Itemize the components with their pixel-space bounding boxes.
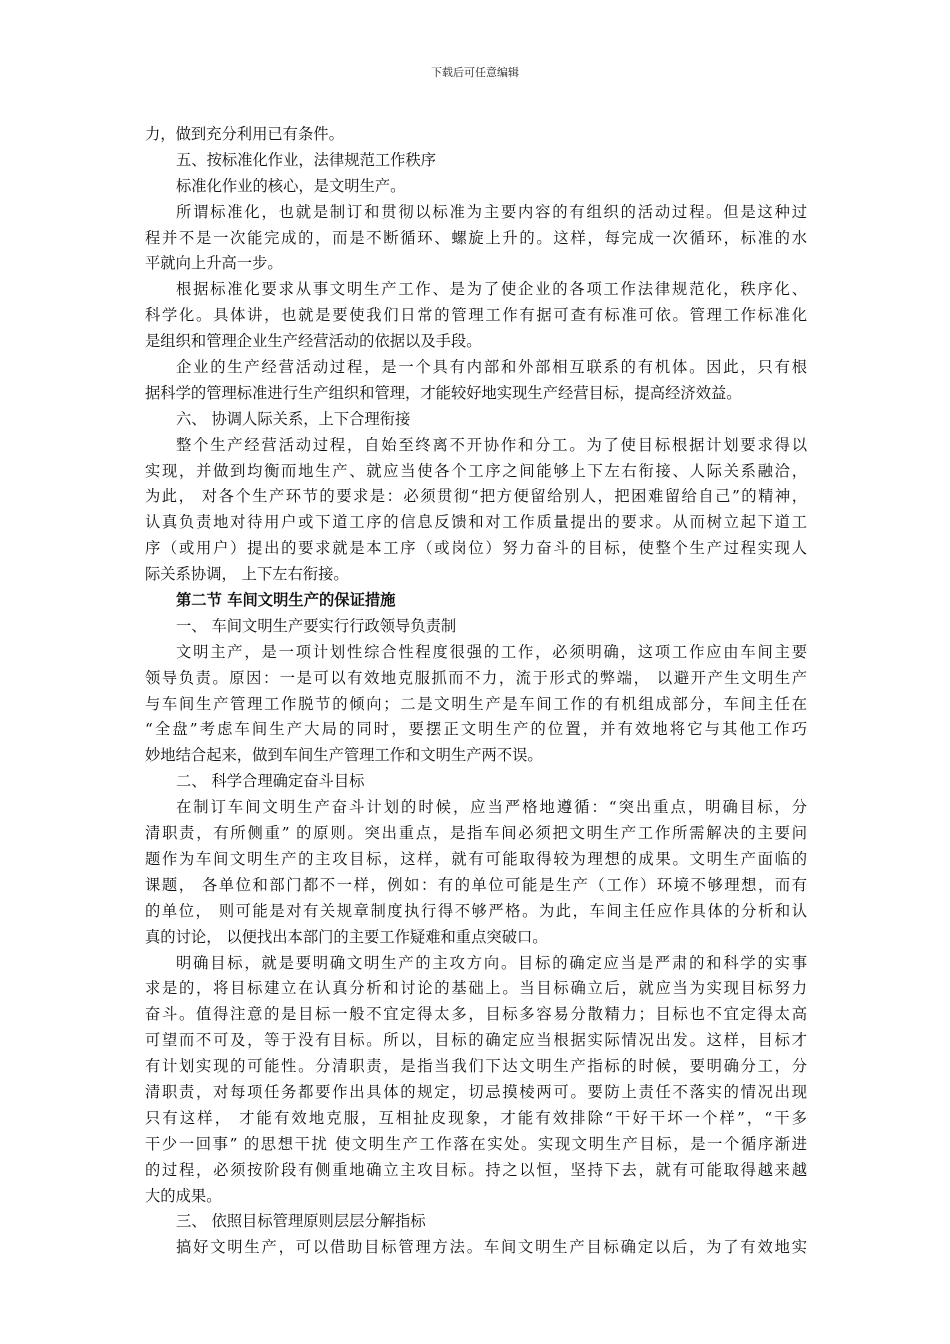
- text-line: 搞好文明生产，可以借助目标管理方法。车间文明生产目标确定以后，为了有效地实: [176, 1238, 807, 1257]
- text-line: 奋斗。值得注意的是目标一般不宜定得太多，目标多容易分散精力；目标也不宜定得太高: [145, 1005, 807, 1024]
- text-line: 为此， 对各个生产环节的要求是：必须贯彻“把方便留给别人，把困难留给自己”的精神，: [145, 487, 807, 506]
- text-line: 可望而不可及，等于没有目标。所以，目标的确定应当根据实际情况出发。这样，目标才: [145, 1031, 807, 1050]
- text-line: 所谓标准化，也就是制订和贯彻以标准为主要内容的有组织的活动过程。但是这种过: [176, 202, 807, 221]
- text-line: 标准化作业的核心，是文明生产。: [176, 176, 406, 195]
- text-line: 一、 车间文明生产要实行行政领导负责制: [176, 616, 457, 635]
- text-line: “全盘”考虑车间生产大局的同时，要摆正文明生产的位置，并有效地将它与其他工作巧: [145, 720, 807, 739]
- text-line: 文明主产，是一项计划性综合性程度很强的工作，必须明确，这项工作应由车间主要: [176, 642, 807, 661]
- text-line: 据科学的管理标准进行生产组织和管理，才能较好地实现生产经营目标，提高经济效益。: [145, 383, 742, 402]
- page-header: 下载后可任意编辑: [431, 66, 519, 79]
- text-line: 领导负责。原因：一是可以有效地克服抓而不力，流于形式的弊端， 以避开产生文明生产: [145, 668, 807, 687]
- text-line: 六、 协调人际关系，上下合理衔接: [176, 409, 411, 428]
- text-line: 真的讨论， 以便找出本部门的主要工作疑难和重点突破口。: [145, 927, 548, 946]
- text-line: 三、 依照目标管理原则层层分解指标: [176, 1212, 426, 1231]
- text-line: 在制订车间文明生产奋斗计划的时候，应当严格地遵循：“突出重点，明确目标，分: [176, 798, 807, 817]
- text-line: 明确目标，就是要明确文明生产的主攻方向。目标的确定应当是严肃的和科学的实事: [176, 953, 807, 972]
- text-line: 妙地结合起来，做到车间生产管理工作和文明生产两不误。: [145, 746, 543, 765]
- text-line: 力，做到充分利用已有条件。: [145, 125, 344, 143]
- text-line: 认真负责地对待用户或下道工序的信息反馈和对工作质量提出的要求。从而树立起下道工: [145, 513, 807, 532]
- text-line: 平就向上升高一步。: [145, 254, 283, 273]
- text-line: 清职责，有所侧重” 的原则。突出重点，是指车间必须把文明生产工作所需解决的主要问: [145, 824, 807, 843]
- text-line: 只有这样， 才能有效地克服，互相扯皮现象，才能有效排除“干好干坏一个样”，“干多: [145, 1108, 807, 1127]
- text-line: 与车间生产管理工作脱节的倾向；二是文明生产是车间工作的有机组成部分，车间主任在: [145, 694, 807, 713]
- text-line: 清职责，对每项任务都要作出具体的规定，切忌摸棱两可。要防上责任不落实的情况出现: [145, 1082, 807, 1101]
- text-line: 干少一回事” 的思想干扰 使文明生产工作落在实处。实现文明生产目标，是一个循序渐进: [145, 1134, 807, 1153]
- text-line: 课题， 各单位和部门都不一样，例如：有的单位可能是生产（工作）环境不够理想，而有: [145, 875, 807, 894]
- text-line: 企业的生产经营活动过程，是一个具有内部和外部相互联系的有机体。因此，只有根: [176, 358, 807, 377]
- text-line: 求是的，将目标建立在认真分析和讨论的基础上。当目标确立后，就应当为实现目标努力: [145, 979, 807, 998]
- text-line: 际关系协调， 上下左右衔接。: [145, 565, 349, 584]
- text-line: 是组织和管理企业生产经营活动的依据以及手段。: [145, 332, 482, 351]
- text-line: 有计划实现的可能性。分清职责，是指当我们下达文明生产指标的时候，要明确分工，分: [145, 1057, 807, 1076]
- text-line: 序（或用户）提出的要求就是本工序（或岗位）努力奋斗的目标，使整个生产过程实现人: [145, 539, 807, 558]
- text-line: 五、按标准化作业，法律规范工作秩序: [176, 150, 437, 169]
- text-line: 的过程，必须按阶段有侧重地确立主攻目标。持之以恒，坚持下去，就有可能取得越来越: [145, 1160, 807, 1179]
- text-line: 二、 科学合理确定奋斗目标: [176, 772, 365, 791]
- text-line: 题作为车间文明生产的主攻目标，这样，就有可能取得较为理想的成果。文明生产面临的: [145, 849, 807, 868]
- section-heading: 第二节 车间文明生产的保证措施: [176, 591, 396, 610]
- text-line: 根据标准化要求从事文明生产工作、是为了使企业的各项工作法律规范化，秩序化、: [176, 280, 807, 299]
- document-body: [145, 122, 807, 1261]
- text-line: 科学化。具体讲，也就是要使我们日常的管理工作有据可查有标准可依。管理工作标准化: [145, 306, 807, 325]
- text-line: 整个生产经营活动过程，自始至终离不开协作和分工。为了使目标根据计划要求得以: [176, 435, 807, 454]
- text-line: 实现，并做到均衡而地生产、就应当使各个工序之间能够上下左右衔接、人际关系融洽，: [145, 461, 807, 480]
- text-line: 大的成果。: [145, 1186, 222, 1205]
- text-line: 的单位， 则可能是对有关规章制度执行得不够严格。为此，车间主任应作具体的分析和认: [145, 901, 807, 920]
- text-line: 程并不是一次能完成的，而是不断循环、螺旋上升的。这样，每完成一次循环，标准的水: [145, 228, 807, 247]
